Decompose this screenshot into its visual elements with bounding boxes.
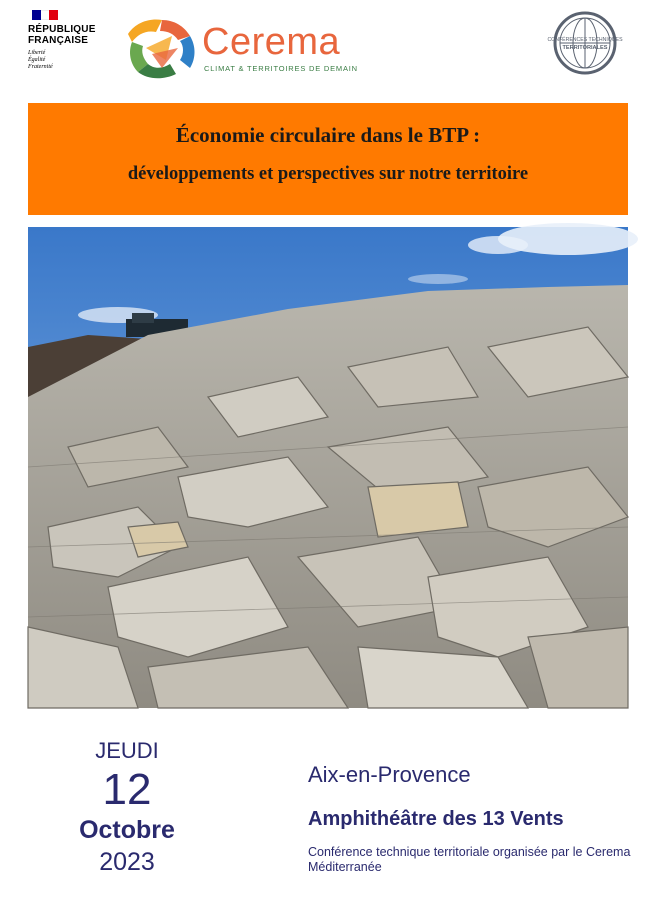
cerema-symbol-icon: [122, 14, 200, 82]
event-city: Aix-en-Provence: [308, 762, 471, 787]
cerema-tagline: CLIMAT & TERRITOIRES DE DEMAIN: [204, 64, 358, 73]
conferences-techniques-territoriales-logo: [547, 10, 623, 76]
republique-francaise-logo: [28, 10, 108, 72]
ctt-globe-icon: [547, 10, 623, 76]
title-banner: [28, 103, 628, 215]
cerema-name: Cerema: [202, 21, 341, 63]
event-location: [308, 762, 638, 875]
cerema-logo: [122, 14, 358, 82]
event-year: 2023: [99, 848, 155, 876]
french-flag-icon: [32, 10, 58, 20]
event-month: Octobre: [79, 816, 175, 844]
event-title: Économie circulaire dans le BTP :: [175, 123, 481, 147]
republique-motto: Liberté Égalité Fraternité: [28, 50, 53, 70]
rubble-image: [28, 227, 628, 708]
event-day-name: JEUDI: [95, 738, 159, 763]
event-venue: Amphithéâtre des 13 Vents: [308, 808, 564, 830]
republique-title: RÉPUBLIQUE FRANÇAISE: [28, 24, 96, 46]
event-day-number: 12: [102, 765, 152, 814]
event-description: Conférence technique territoriale organisée par le Cerema Méditerranée: [308, 845, 631, 874]
concrete-rubble-photo: [28, 227, 628, 708]
ctt-line2: TERRITORIALES: [562, 45, 608, 51]
ctt-line1: CONFÉRENCES TECHNIQUES: [547, 37, 623, 43]
event-date: [78, 738, 176, 877]
event-subtitle: développements et perspectives sur notre territoire: [127, 164, 529, 184]
